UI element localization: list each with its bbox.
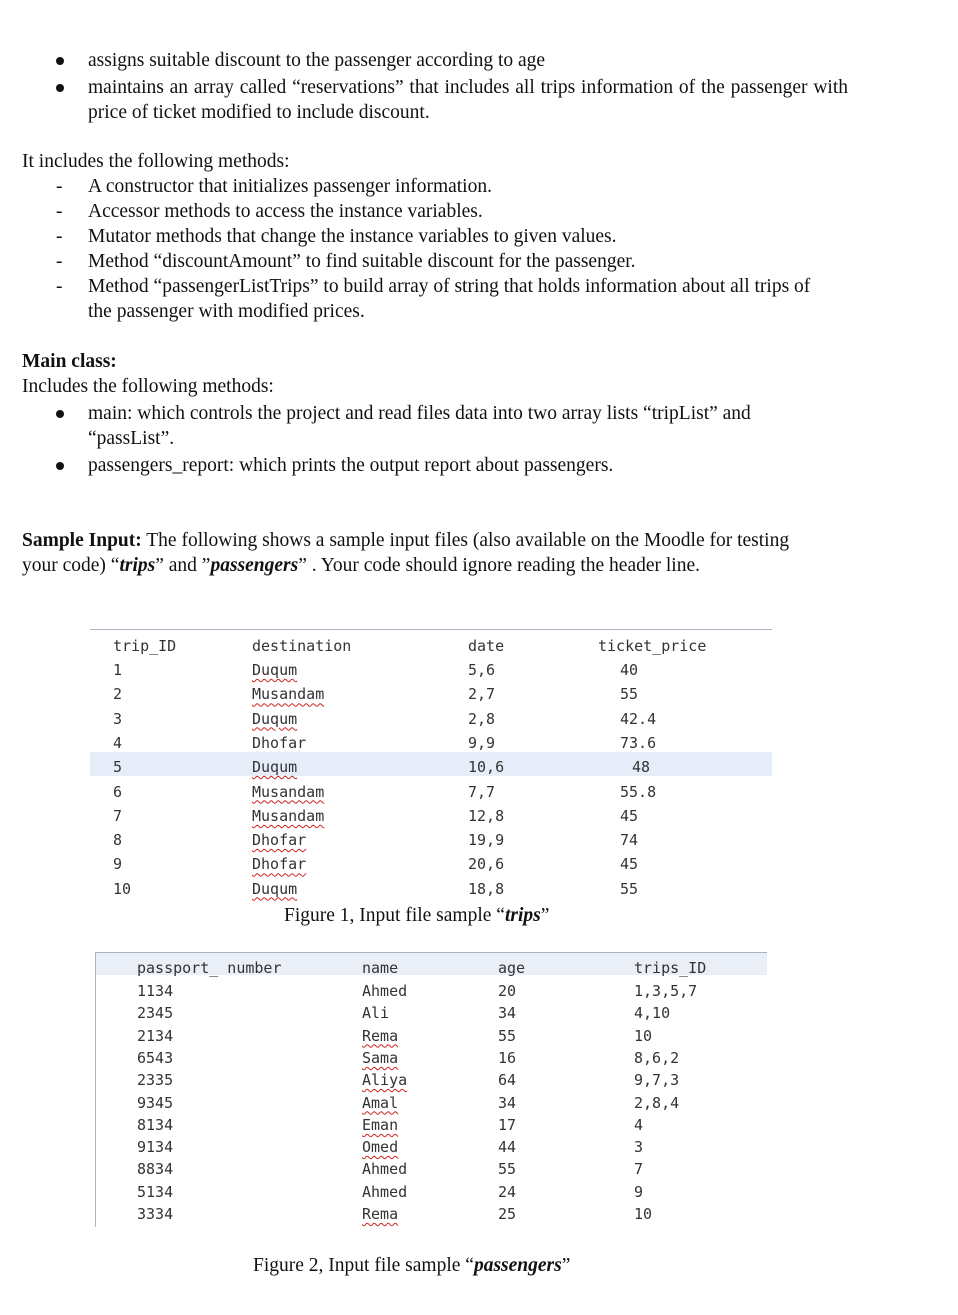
cell-passport-number: 9134 xyxy=(137,1138,174,1157)
cell-ticket-price: 55 xyxy=(620,879,639,898)
cell-trips-id: 9,7,3 xyxy=(634,1071,680,1090)
cell-name: Rema xyxy=(362,1205,399,1223)
cell-passport-number: 2345 xyxy=(137,1004,174,1023)
cell-trips-id: 2,8,4 xyxy=(634,1093,680,1112)
cell-age: 25 xyxy=(498,1205,517,1223)
table-header-row xyxy=(90,631,772,655)
cell-trip-id: 5 xyxy=(113,758,123,777)
bullet-icon xyxy=(56,57,64,65)
list-item: - Accessor methods to access the instance variables. xyxy=(56,201,483,222)
cell-ticket-price: 45 xyxy=(620,855,639,874)
dash-icon: - xyxy=(56,276,63,297)
cell-date: 10,6 xyxy=(468,758,505,777)
figure1-caption: Figure 1, Input file sample “trips” xyxy=(284,905,550,926)
cell-passport-number: 9345 xyxy=(137,1093,174,1112)
header-trip-id: trip_ID xyxy=(113,637,177,655)
cell-destination: Musandam xyxy=(252,782,325,801)
table-row xyxy=(95,1044,777,1066)
cell-date: 20,6 xyxy=(468,855,505,874)
cell-ticket-price: 45 xyxy=(620,806,639,825)
table-row xyxy=(95,1133,777,1155)
cell-ticket-price: 40 xyxy=(620,661,639,679)
cell-ticket-price: 42.4 xyxy=(620,709,657,728)
cell-date: 5,6 xyxy=(468,661,496,679)
cell-trips-id: 4 xyxy=(634,1115,644,1134)
cell-ticket-price: 55.8 xyxy=(620,782,657,801)
figure2-caption: Figure 2, Input file sample “passengers” xyxy=(253,1255,571,1276)
cell-name: Amal xyxy=(362,1093,399,1112)
list-item: passengers_report: which prints the output report about passengers. xyxy=(0,453,848,478)
cell-age: 34 xyxy=(498,1093,517,1112)
table-row xyxy=(95,1066,777,1088)
cell-destination: Musandam xyxy=(252,806,325,825)
cell-destination: Duqum xyxy=(252,661,298,679)
cell-ticket-price: 73.6 xyxy=(620,733,657,752)
dash-icon: - xyxy=(56,226,63,247)
cell-age: 34 xyxy=(498,1004,517,1023)
table-header-row xyxy=(95,954,777,976)
cell-trip-id: 3 xyxy=(113,709,123,728)
cell-name: Sama xyxy=(362,1048,399,1067)
list-item: maintains an array called “reservations” that includes all trips information of the passenger with price of ticket modified to include discount. xyxy=(0,75,848,125)
header-passport-number: passport_ number xyxy=(137,959,282,977)
cell-name: Eman xyxy=(362,1115,399,1134)
cell-name: Ahmed xyxy=(362,1160,408,1179)
table-row xyxy=(90,704,772,728)
cell-ticket-price: 74 xyxy=(620,831,639,850)
header-destination: destination xyxy=(252,637,352,655)
cell-age: 20 xyxy=(498,982,517,1000)
main-class-intro: Includes the following methods: xyxy=(22,376,274,397)
cell-name: Ahmed xyxy=(362,1182,408,1201)
cell-trip-id: 4 xyxy=(113,733,123,752)
cell-destination: Dhofar xyxy=(252,855,307,874)
cell-destination: Musandam xyxy=(252,685,325,704)
cell-trips-id: 7 xyxy=(634,1160,644,1179)
list-item: - Method “passengerListTrips” to build array of string that holds information about all trips of the passenger with modified prices. xyxy=(56,276,811,322)
header-age: age xyxy=(498,959,526,977)
passengers-table xyxy=(95,952,767,1227)
table-row xyxy=(90,777,772,801)
cell-name: Ahmed xyxy=(362,982,408,1000)
bullet-icon xyxy=(56,462,64,470)
table-row xyxy=(95,1111,777,1133)
cell-date: 2,8 xyxy=(468,709,496,728)
cell-trips-id: 9 xyxy=(634,1182,644,1201)
header-ticket-price: ticket_price xyxy=(598,637,707,655)
cell-trips-id: 4,10 xyxy=(634,1004,671,1023)
header-name: name xyxy=(362,959,399,977)
cell-ticket-price: 55 xyxy=(620,685,639,704)
cell-passport-number: 2134 xyxy=(137,1026,174,1045)
cell-trip-id: 8 xyxy=(113,831,123,850)
cell-age: 17 xyxy=(498,1115,517,1134)
cell-age: 55 xyxy=(498,1160,517,1179)
cell-name: Aliya xyxy=(362,1071,408,1090)
top-bullet-list xyxy=(0,48,958,125)
cell-date: 2,7 xyxy=(468,685,496,704)
header-trips-id: trips_ID xyxy=(634,959,707,977)
table-row xyxy=(90,849,772,873)
cell-date: 19,9 xyxy=(468,831,505,850)
cell-date: 7,7 xyxy=(468,782,496,801)
cell-destination: Dhofar xyxy=(252,733,307,752)
header-date: date xyxy=(468,637,505,655)
table-row xyxy=(90,752,772,776)
table-row xyxy=(90,655,772,679)
cell-trips-id: 10 xyxy=(634,1205,653,1223)
cell-name: Omed xyxy=(362,1138,399,1157)
cell-age: 24 xyxy=(498,1182,517,1201)
cell-trip-id: 7 xyxy=(113,806,123,825)
cell-passport-number: 1134 xyxy=(137,982,174,1000)
list-item: - Method “discountAmount” to find suitable discount for the passenger. xyxy=(56,251,636,272)
table-row xyxy=(90,825,772,849)
table-row xyxy=(95,1089,777,1111)
cell-passport-number: 8834 xyxy=(137,1160,174,1179)
table-row xyxy=(90,801,772,825)
cell-passport-number: 3334 xyxy=(137,1205,174,1223)
cell-trips-id: 8,6,2 xyxy=(634,1048,680,1067)
cell-ticket-price: 48 xyxy=(632,758,651,777)
cell-destination: Dhofar xyxy=(252,831,307,850)
cell-trip-id: 6 xyxy=(113,782,123,801)
cell-passport-number: 2335 xyxy=(137,1071,174,1090)
list-item: - Mutator methods that change the instance variables to given values. xyxy=(56,226,617,247)
cell-trips-id: 3 xyxy=(634,1138,644,1157)
cell-trip-id: 10 xyxy=(113,879,132,898)
cell-date: 9,9 xyxy=(468,733,496,752)
table-row xyxy=(95,977,777,999)
cell-trips-id: 10 xyxy=(634,1026,653,1045)
dash-icon: - xyxy=(56,251,63,272)
table-divider xyxy=(90,629,772,630)
list-item: assigns suitable discount to the passenger according to age xyxy=(0,48,848,73)
cell-passport-number: 5134 xyxy=(137,1182,174,1201)
sample-input-paragraph: Sample Input: The following shows a sample input files (also available on the Moodle for testing your code) “trips” and ”passengers” . Your code should ignore reading the header line. xyxy=(22,530,790,576)
table-row xyxy=(90,679,772,703)
cell-trip-id: 9 xyxy=(113,855,123,874)
cell-age: 64 xyxy=(498,1071,517,1090)
methods-list xyxy=(0,174,958,324)
cell-trips-id: 1,3,5,7 xyxy=(634,982,698,1000)
table-row xyxy=(95,1155,777,1177)
table-row xyxy=(95,999,777,1021)
bullet-icon xyxy=(56,84,64,92)
cell-age: 44 xyxy=(498,1138,517,1157)
cell-trip-id: 2 xyxy=(113,685,123,704)
main-class-bullets xyxy=(0,401,958,478)
table-row xyxy=(95,1200,777,1222)
list-item: - A constructor that initializes passenger information. xyxy=(56,176,492,197)
cell-destination: Duqum xyxy=(252,879,298,898)
bullet-icon xyxy=(56,410,64,418)
cell-passport-number: 6543 xyxy=(137,1048,174,1067)
table-row xyxy=(95,1178,777,1200)
cell-age: 55 xyxy=(498,1026,517,1045)
dash-icon: - xyxy=(56,176,63,197)
cell-destination: Duqum xyxy=(252,709,298,728)
list-item: main: which controls the project and read files data into two array lists “tripList” and “passList”. xyxy=(0,401,833,451)
cell-name: Ali xyxy=(362,1004,390,1023)
main-class-heading: Main class: xyxy=(22,351,117,372)
trips-table xyxy=(90,629,772,901)
table-row xyxy=(90,728,772,752)
table-row xyxy=(90,874,772,898)
cell-destination: Duqum xyxy=(252,758,298,777)
cell-date: 18,8 xyxy=(468,879,505,898)
cell-age: 16 xyxy=(498,1048,517,1067)
cell-passport-number: 8134 xyxy=(137,1115,174,1134)
cell-date: 12,8 xyxy=(468,806,505,825)
cell-trip-id: 1 xyxy=(113,661,123,679)
table-row xyxy=(95,1022,777,1044)
cell-name: Rema xyxy=(362,1026,399,1045)
dash-icon: - xyxy=(56,201,63,222)
methods-intro: It includes the following methods: xyxy=(22,151,290,172)
